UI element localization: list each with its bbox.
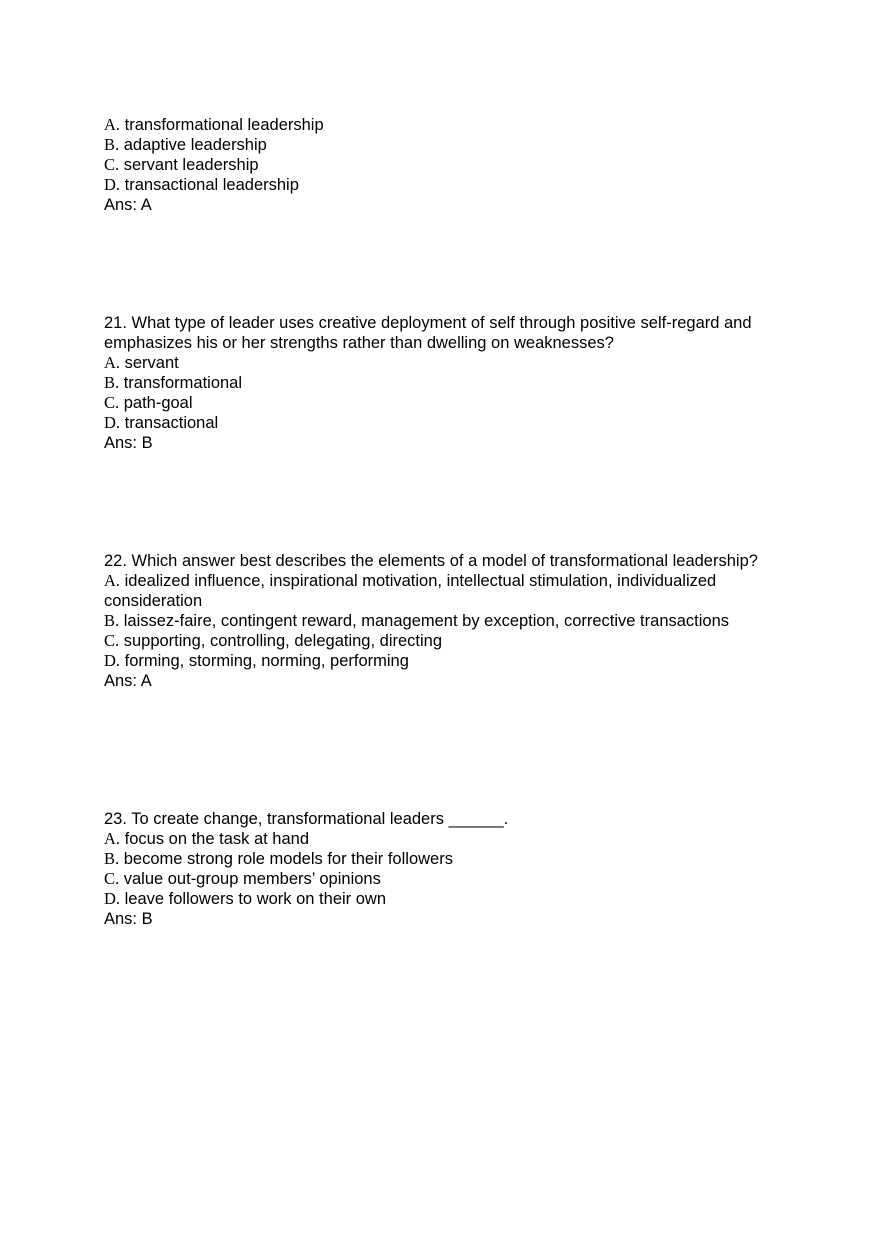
question-21-block	[104, 313, 784, 453]
option-text: laissez-faire, contingent reward, management by exception, corrective transactions	[119, 612, 730, 630]
option-letter: B.	[104, 849, 120, 868]
option-letter: A.	[104, 829, 121, 848]
option-letter: D.	[104, 889, 121, 908]
option-c	[104, 869, 784, 889]
option-text: transformational	[119, 374, 243, 392]
option-b	[104, 373, 784, 393]
option-d	[104, 175, 784, 195]
option-text: servant leadership	[119, 156, 259, 174]
option-text: transformational leadership	[120, 116, 324, 134]
option-text: supporting, controlling, delegating, directing	[119, 632, 443, 650]
answer: Ans: B	[104, 434, 153, 452]
option-d	[104, 651, 784, 671]
option-letter: B.	[104, 611, 120, 630]
option-text: idealized influence, inspirational motivation, intellectual stimulation, individualized consideration	[104, 572, 717, 610]
option-letter: A.	[104, 571, 121, 590]
question-text: 22. Which answer best describes the elements of a model of transformational leadership?	[104, 552, 758, 570]
option-letter: C.	[104, 631, 120, 650]
option-letter: B.	[104, 373, 120, 392]
option-letter: D.	[104, 651, 121, 670]
option-a	[104, 115, 784, 135]
option-letter: A.	[104, 115, 121, 134]
answer: Ans: A	[104, 672, 152, 690]
question-text: 23. To create change, transformational leaders ______.	[104, 810, 509, 828]
option-b	[104, 135, 784, 155]
option-letter: B.	[104, 135, 120, 154]
option-letter: C.	[104, 869, 120, 888]
option-b	[104, 849, 784, 869]
option-a	[104, 571, 784, 611]
option-text: leave followers to work on their own	[120, 890, 387, 908]
option-letter: C.	[104, 393, 120, 412]
option-c	[104, 631, 784, 651]
option-a	[104, 829, 784, 849]
option-a	[104, 353, 784, 373]
option-c	[104, 393, 784, 413]
question-22-block	[104, 551, 784, 691]
option-text: servant	[120, 354, 179, 372]
question-20-block	[104, 115, 784, 215]
option-b	[104, 611, 784, 631]
option-letter: A.	[104, 353, 121, 372]
option-d	[104, 413, 784, 433]
option-text: focus on the task at hand	[120, 830, 310, 848]
option-text: forming, storming, norming, performing	[120, 652, 409, 670]
question-23-block	[104, 809, 784, 929]
answer: Ans: A	[104, 196, 152, 214]
option-letter: D.	[104, 413, 121, 432]
option-text: adaptive leadership	[119, 136, 267, 154]
option-letter: D.	[104, 175, 121, 194]
option-letter: C.	[104, 155, 120, 174]
option-d	[104, 889, 784, 909]
option-text: transactional	[120, 414, 219, 432]
option-text: path-goal	[119, 394, 193, 412]
option-c	[104, 155, 784, 175]
option-text: become strong role models for their followers	[119, 850, 453, 868]
question-text: 21. What type of leader uses creative deployment of self through positive self-regard and emphasizes his or her strengths rather than dwelling on weaknesses?	[104, 314, 752, 352]
answer: Ans: B	[104, 910, 153, 928]
option-text: value out-group members’ opinions	[119, 870, 381, 888]
option-text: transactional leadership	[120, 176, 299, 194]
